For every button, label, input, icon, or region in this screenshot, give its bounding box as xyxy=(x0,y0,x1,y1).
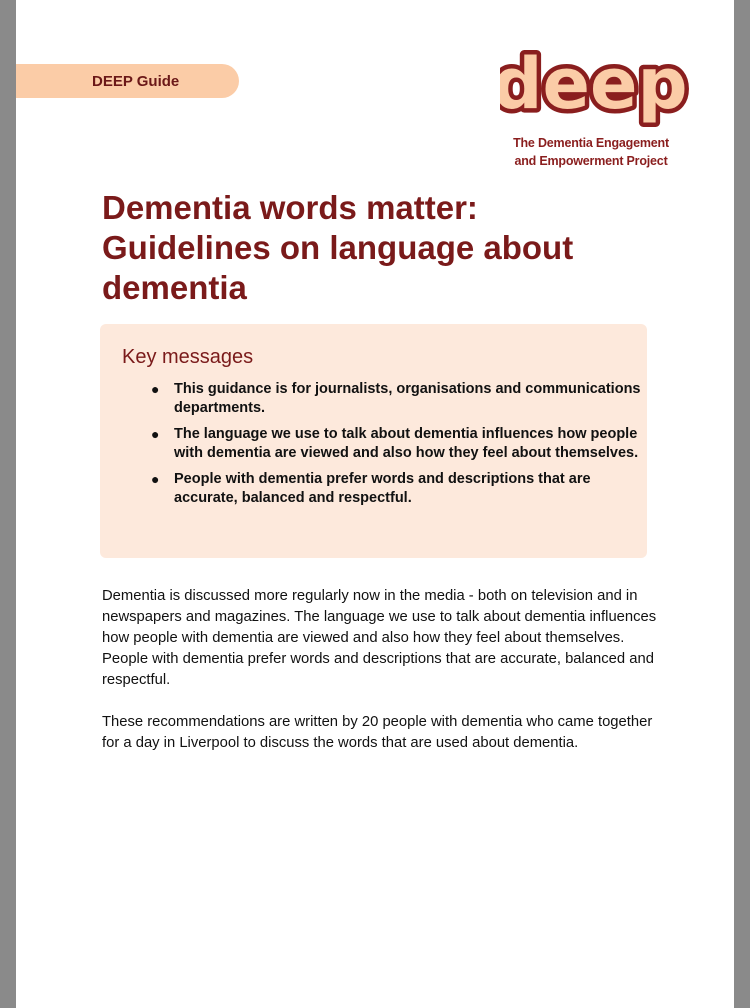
page-title xyxy=(102,188,662,308)
key-message-item xyxy=(124,425,644,462)
deep-logo-mark xyxy=(500,34,700,134)
title-line-2: Guidelines on language about xyxy=(102,229,574,266)
title-line-1: Dementia words matter: xyxy=(102,189,478,226)
key-messages-heading: Key messages xyxy=(122,346,254,368)
body-text xyxy=(102,586,662,775)
logo-subtitle xyxy=(500,134,682,170)
bullet-icon: ● xyxy=(151,471,160,487)
logo-subtitle-line2: and Empowerment Project xyxy=(514,154,668,168)
key-message-text: The language we use to talk about dementia influences how people with dementia are viewed and also how they feel about themselves. xyxy=(174,426,639,461)
key-message-item xyxy=(124,380,644,417)
title-line-3: dementia xyxy=(102,269,247,306)
key-messages-list xyxy=(124,380,644,515)
body-paragraph: These recommendations are written by 20 people with dementia who came together for a day in Liverpool to discuss the words that are used about dementia. xyxy=(102,714,653,751)
guide-tab xyxy=(16,64,239,98)
key-messages-box xyxy=(100,324,647,558)
body-paragraph: Dementia is discussed more regularly now in the media - both on television and in newspapers and magazines. The language we use to talk about dementia influences how people with dementia are viewed and also how they feel about themselves. People with dementia prefer words and descriptions that are accurate, balanced and respectful. xyxy=(102,588,657,688)
guide-tab-label: DEEP Guide xyxy=(92,73,180,90)
document-page xyxy=(16,0,734,1008)
logo-word: deep xyxy=(500,43,688,125)
bullet-icon: ● xyxy=(151,381,160,397)
deep-logo xyxy=(500,34,700,174)
key-message-text: People with dementia prefer words and descriptions that are accurate, balanced and respectful. xyxy=(174,471,591,506)
key-message-item xyxy=(124,470,644,507)
key-message-text: This guidance is for journalists, organisations and communications departments. xyxy=(174,381,641,416)
bullet-icon: ● xyxy=(151,426,160,442)
logo-subtitle-line1: The Dementia Engagement xyxy=(513,136,669,150)
